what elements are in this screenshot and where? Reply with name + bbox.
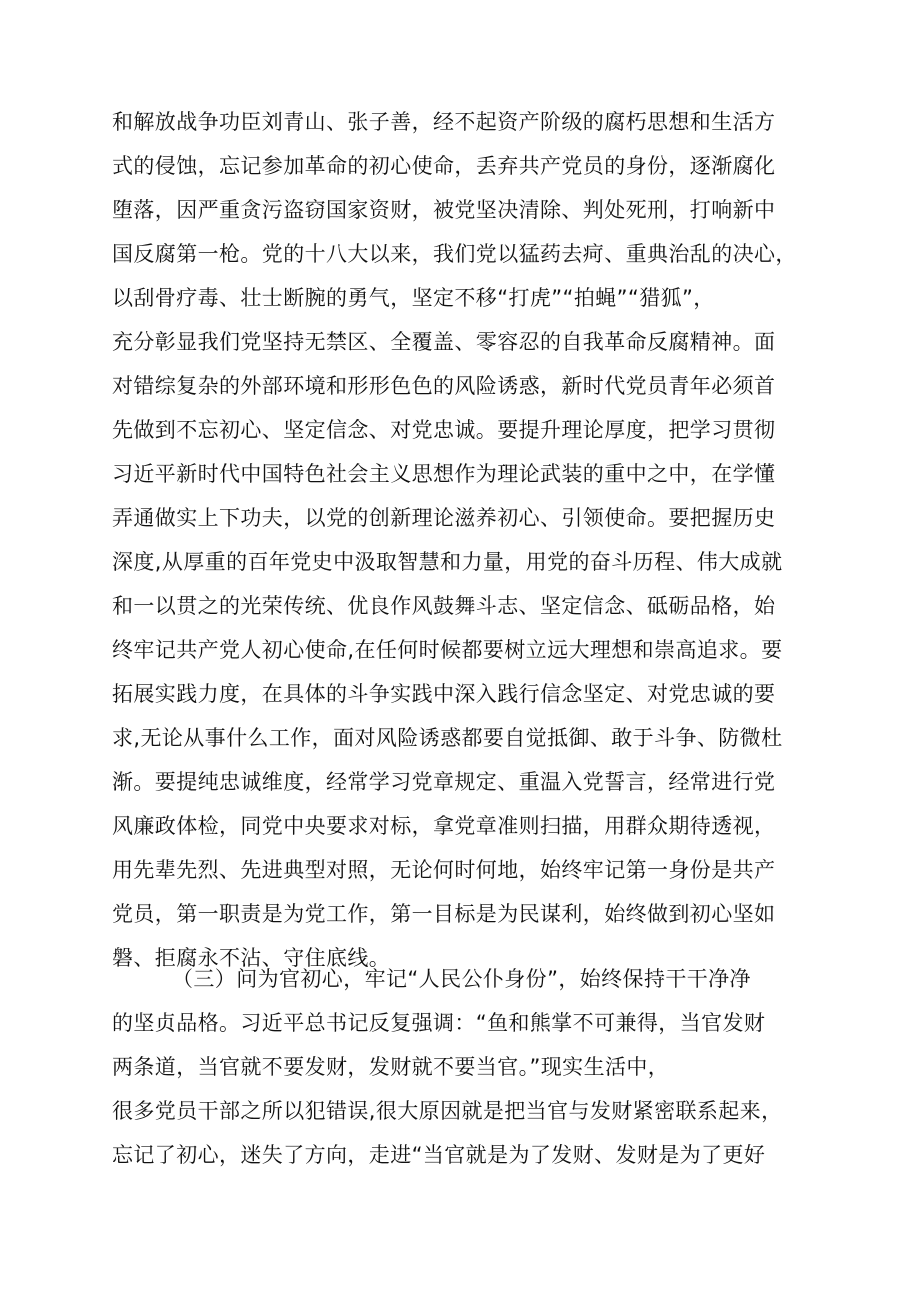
text-line: 堕落，因严重贪污盗窃国家资财，被党坚决清除、判处死刑，打响新中 xyxy=(112,198,776,222)
text-line: 用先辈先烈、先进典型对照，无论何时何地，始终牢记第一身份是共产 xyxy=(112,858,776,882)
text-line: 风廉政体检，同党中央要求对标，拿党章准则扫描，用群众期待透视， xyxy=(112,814,776,838)
text-line: 忘记了初心，迷失了方向，走进“当官就是为了发财、发财是为了更好 xyxy=(112,1143,766,1167)
text-line: 以刮骨疗毒、壮士断腕的勇气，坚定不移“打虎”“拍蝇”“猎狐”， xyxy=(112,286,715,310)
text-line: 弄通做实上下功夫，以党的创新理论滋养初心、引领使命。要把握历史 xyxy=(112,506,776,530)
text-line: 渐。要提纯忠诚维度，经常学习党章规定、重温入党誓言，经常进行党 xyxy=(112,770,776,794)
text-line: 和一以贯之的光荣传统、优良作风鼓舞斗志、坚定信念、砥砺品格，始 xyxy=(112,594,776,618)
text-line: 对错综复杂的外部环境和形形色色的风险诱惑，新时代党员青年必须首 xyxy=(112,374,776,398)
text-line: 国反腐第一枪。党的十八大以来，我们党以猛药去疴、重典治乱的决心， xyxy=(112,242,797,266)
text-line: 深度,从厚重的百年党史中汲取智慧和力量，用党的奋斗历程、伟大成就 xyxy=(112,550,783,574)
text-line: 和解放战争功臣刘青山、张子善，经不起资产阶级的腐朽思想和生活方 xyxy=(112,110,776,134)
text-line: 很多党员干部之所以犯错误,很大原因就是把当官与发财紧密联系起来， xyxy=(112,1099,783,1123)
text-line: 充分彰显我们党坚持无禁区、全覆盖、零容忍的自我革命反腐精神。面 xyxy=(112,330,776,354)
text-line: 党员，第一职责是为党工作，第一目标是为民谋利，始终做到初心坚如 xyxy=(112,902,776,926)
text-line: 拓展实践力度，在具体的斗争实践中深入践行信念坚定、对党忠诚的要 xyxy=(112,682,776,706)
text-line: 终牢记共产党人初心使命,在任何时候都要树立远大理想和崇高追求。要 xyxy=(112,638,783,662)
text-line: 习近平新时代中国特色社会主义思想作为理论武装的重中之中，在学懂 xyxy=(112,462,776,486)
text-line: 两条道，当官就不要发财，发财就不要当官。”现实生活中， xyxy=(112,1055,670,1079)
text-line: 先做到不忘初心、坚定信念、对党忠诚。要提升理论厚度，把学习贯彻 xyxy=(112,418,776,442)
text-line: 式的侵蚀，忘记参加革命的初心使命，丢弃共产党员的身份，逐渐腐化 xyxy=(112,154,776,178)
section-heading-line: （三）问为官初心，牢记“人民公仆身份”，始终保持干干净净 xyxy=(172,967,751,991)
text-line: 磐、拒腐永不沾、守住底线。 xyxy=(112,946,391,970)
text-line: 求,无论从事什么工作，面对风险诱惑都要自觉抵御、敢于斗争、防微杜 xyxy=(112,726,783,750)
text-line: 的坚贞品格。习近平总书记反复强调：“鱼和熊掌不可兼得，当官发财 xyxy=(112,1011,766,1035)
